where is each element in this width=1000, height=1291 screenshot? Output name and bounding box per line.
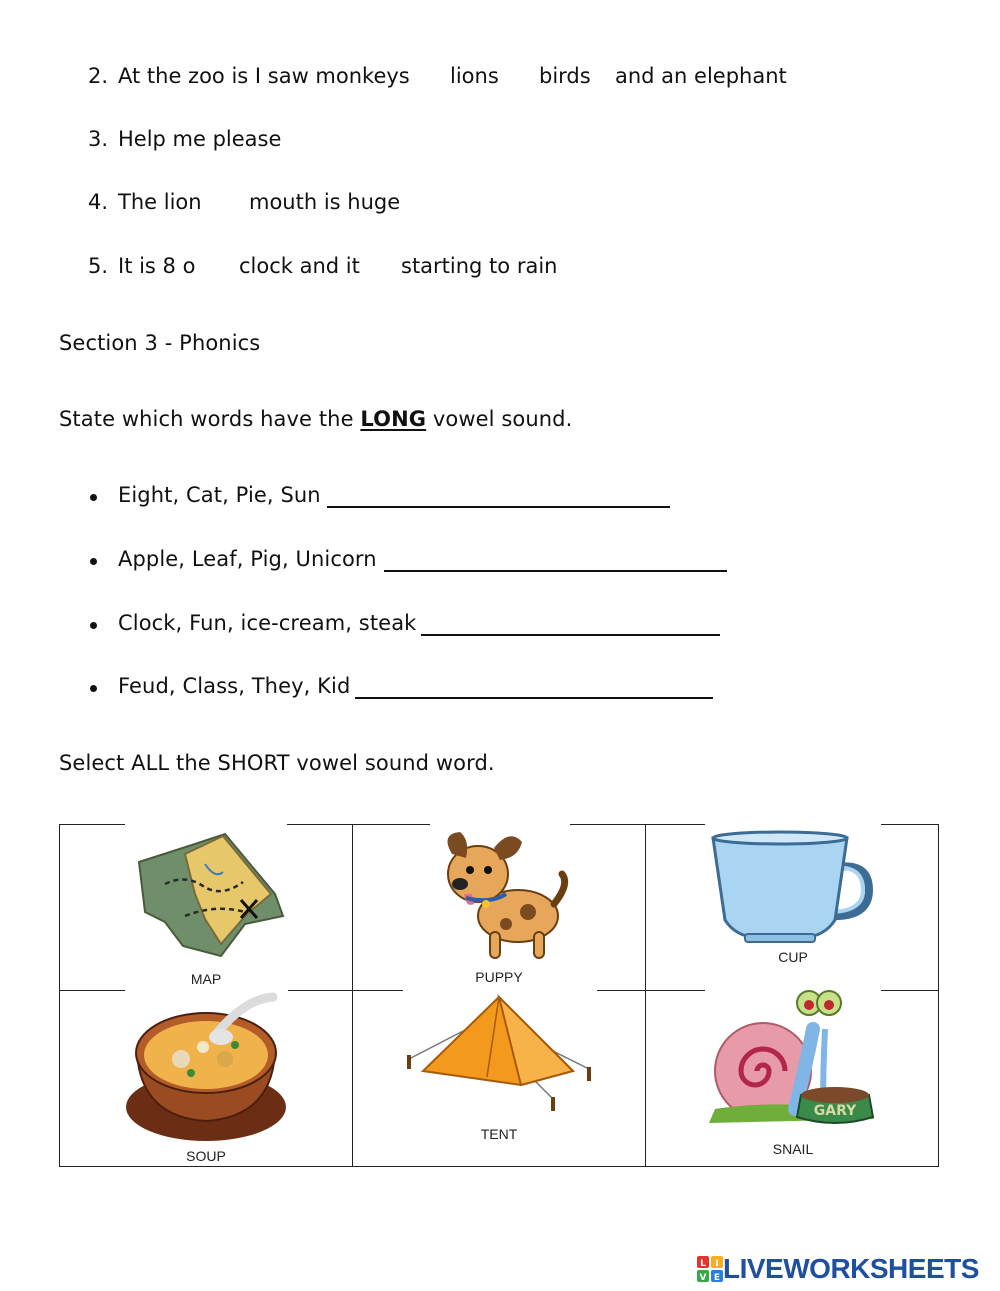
instruction-long-emphasis: LONG [360,407,427,431]
sentence-3-part-1: Help me please [118,127,282,151]
sentence-2-part-4: and an elephant [615,64,787,88]
sentence-2-part-1: At the zoo is I saw monkeys [118,64,410,88]
card-label-cup: CUP [778,949,808,965]
sentence-5-part-3: starting to rain [401,254,558,278]
grid-divider [288,990,403,991]
instruction-long-before: State which words have the [59,407,354,431]
card-label-tent: TENT [480,1126,518,1142]
card-soup[interactable] [125,989,287,1147]
answer-line-3[interactable] [421,634,720,636]
soup-icon [125,989,287,1147]
sentence-2-part-2: lions [450,64,499,88]
sentence-4-part-1: The lion [118,190,202,214]
instruction-long-after: vowel sound. [432,407,573,431]
tent-icon [403,989,597,1117]
picture-grid [59,824,939,1167]
grid-divider [880,990,939,991]
sentence-5-part-1: It is 8 o [118,254,196,278]
svg-text:L: L [700,1259,706,1269]
long-item-2: Apple, Leaf, Pig, Unicorn [118,547,377,571]
long-item-3: Clock, Fun, ice-cream, steak [118,611,417,635]
card-map[interactable] [125,824,287,969]
map-icon [125,824,287,969]
sentence-3-number: 3. [88,127,109,151]
grid-divider [352,825,353,1166]
answer-line-4[interactable] [355,697,713,699]
bullet-icon [90,558,97,565]
instruction-long [59,407,572,431]
cup-icon [705,824,881,954]
card-label-snail: SNAIL [772,1141,814,1157]
card-tent[interactable] [403,989,597,1117]
bullet-icon [90,494,97,501]
long-item-4: Feud, Class, They, Kid [118,674,351,698]
sentence-2-part-3: birds [539,64,591,88]
grid-divider [60,990,128,991]
logo-text: LIVEWORKSHEETS [723,1253,979,1284]
sentence-2-number: 2. [88,64,109,88]
sentence-5-part-2: clock and it [239,254,360,278]
section-title: Section 3 - Phonics [59,331,261,355]
card-label-map: MAP [190,971,222,987]
answer-line-2[interactable] [384,570,727,572]
logo-tiles-icon [697,1256,723,1282]
card-label-puppy: PUPPY [475,969,523,985]
sentence-4-number: 4. [88,190,109,214]
card-cup[interactable] [705,824,881,954]
puppy-icon [430,824,570,964]
instruction-short: Select ALL the SHORT vowel sound word. [59,751,495,775]
answer-line-1[interactable] [327,506,670,508]
bullet-icon [90,685,97,692]
snail-icon [705,989,881,1139]
svg-text:V: V [699,1273,707,1282]
snail-bowl-sign: GARY [813,1103,857,1119]
svg-text:E: E [713,1273,721,1282]
card-puppy[interactable] [430,824,570,964]
grid-divider [645,825,646,1166]
sentence-5-number: 5. [88,254,109,278]
card-label-soup: SOUP [186,1148,226,1164]
bullet-icon [90,622,97,629]
sentence-4-part-2: mouth is huge [249,190,401,214]
long-item-1: Eight, Cat, Pie, Sun [118,483,321,507]
grid-divider [597,990,707,991]
svg-text:I: I [715,1259,719,1269]
liveworksheets-logo[interactable] [697,1254,979,1284]
card-snail[interactable] [705,989,881,1139]
